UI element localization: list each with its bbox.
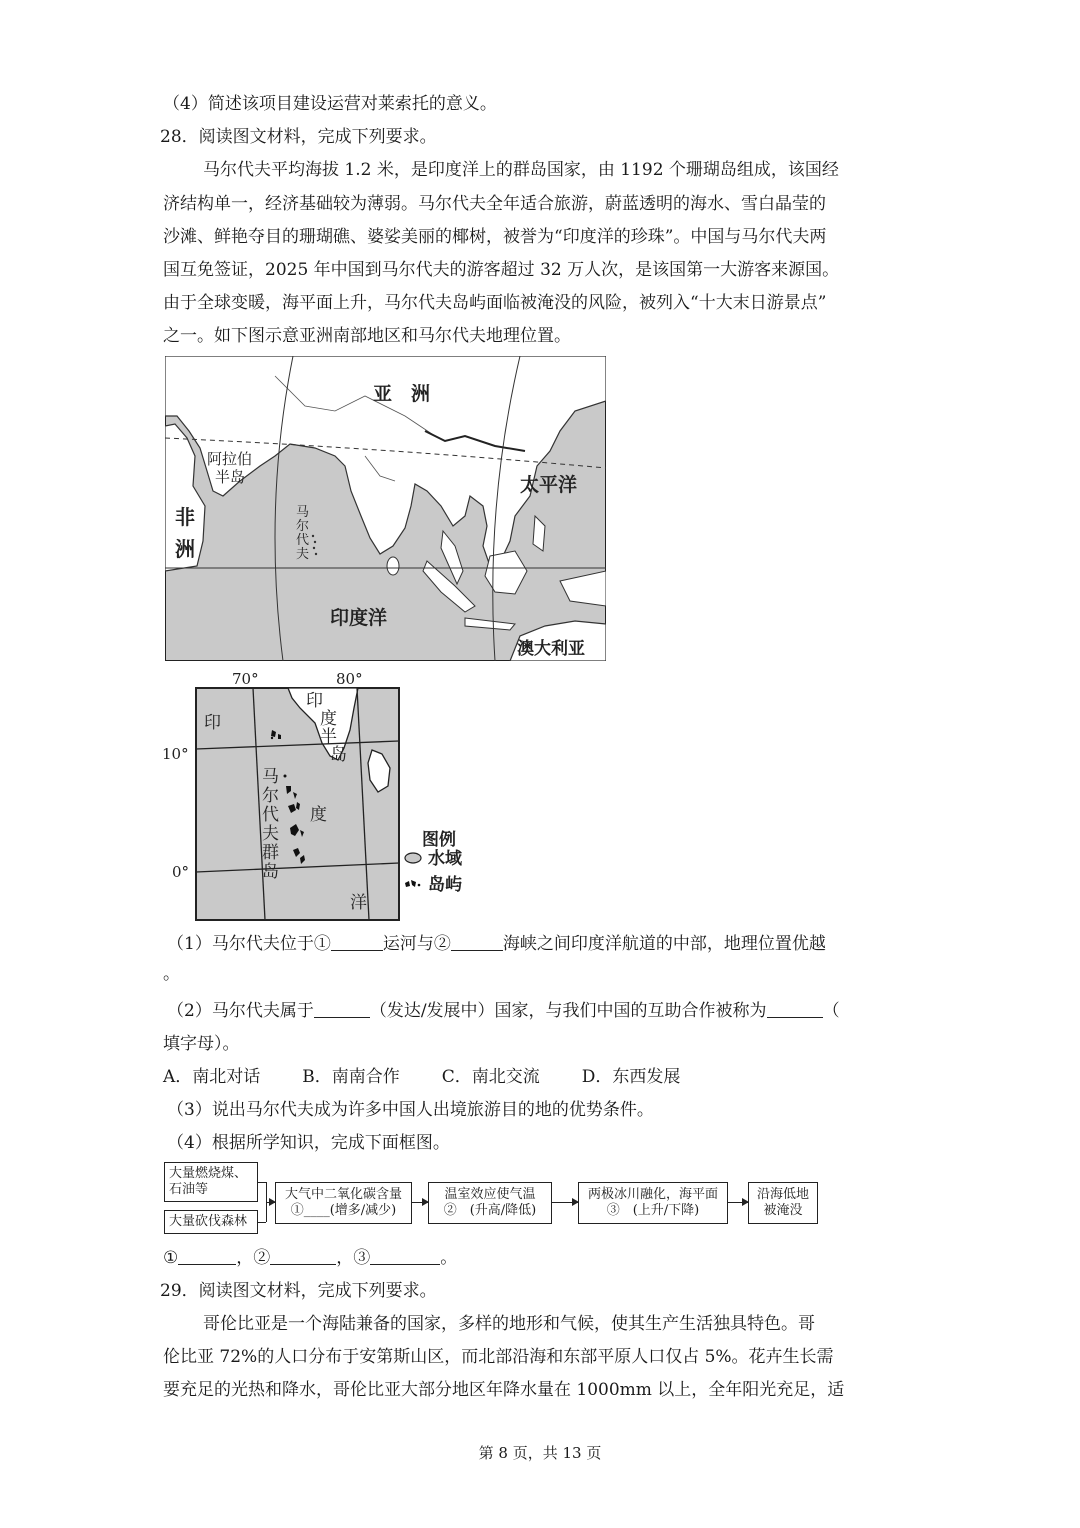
q29-para-line-3: 要充足的光热和降水，哥伦比亚大部分地区年降水量在 1000mm 以上，全年阳光充足，适: [163, 1380, 845, 1400]
flow-arrow-4: [728, 1202, 748, 1203]
flow-box-burning: 大量燃烧煤、 石油等: [164, 1162, 258, 1202]
flow-arrow-1: [266, 1202, 275, 1203]
legend-water-swatch: [405, 853, 421, 863]
legend-island-label: 岛屿: [428, 875, 462, 895]
flow-box-greenhouse: 温室效应使气温 ② (升高/降低): [428, 1182, 552, 1224]
blank-5[interactable]: [178, 1263, 236, 1265]
peninsula-label-2: 度: [320, 709, 337, 729]
q28-para-line-1: 马尔代夫平均海拔 1.2 米，是印度洋上的群岛国家，由 1192 个珊瑚岛组成，该国经: [203, 160, 839, 180]
yang-label: 洋: [350, 893, 367, 913]
q28-title: 28．阅读图文材料，完成下列要求。: [160, 127, 437, 147]
archipelago-label-6: 岛: [262, 862, 279, 882]
page-footer: 第 8 页，共 13 页: [478, 1444, 602, 1462]
blank-4[interactable]: [767, 1016, 823, 1018]
q28-sub1-end: 。: [163, 964, 180, 984]
flow-arrow-3: [552, 1202, 578, 1203]
lat-0-label: 0°: [172, 863, 190, 881]
archipelago-label-5: 群: [262, 843, 279, 863]
maldives-label-4: 夫: [296, 547, 310, 562]
q28-para-line-5: 由于全球变暖，海平面上升，马尔代夫岛屿面临被淹没的风险，被列入“十大末日游景点”: [163, 293, 827, 313]
arabia-label-2: 半岛: [215, 468, 246, 486]
sri-lanka: [387, 557, 399, 575]
flow-box-lowland: 沿海低地 被淹没: [748, 1182, 818, 1224]
lon-80-label: 80°: [336, 670, 363, 688]
q28-para-line-4: 国互免签证，2025 年中国到马尔代夫的游客超过 32 万人次，是该国第一大游客来源国。: [163, 260, 840, 280]
legend-water-label: 水域: [428, 849, 462, 869]
south-asia-map: [165, 356, 606, 661]
blank-2[interactable]: [451, 949, 503, 951]
lat-10-label: 10°: [162, 745, 189, 763]
flow-box-deforestation: 大量砍伐森林: [164, 1210, 258, 1234]
q28-sub2-end: 填字母）。: [163, 1034, 240, 1054]
maldives-label-1: 马: [296, 505, 310, 520]
flow-box-co2: 大气中二氧化碳含量 ①____(增多/减少): [275, 1182, 412, 1224]
asia-label: 亚 洲: [373, 383, 431, 405]
maldives-label-2: 尔: [296, 519, 310, 534]
du-label: 度: [310, 805, 327, 825]
blank-7[interactable]: [370, 1263, 440, 1265]
blank-3[interactable]: [314, 1016, 370, 1018]
q27-sub4: （4）简述该项目建设运营对莱索托的意义。: [163, 94, 497, 114]
q28-para-line-6: 之一。如下图示意亚洲南部地区和马尔代夫地理位置。: [163, 326, 571, 346]
africa-label-1: 非: [175, 505, 195, 529]
maldives-label-3: 代: [296, 533, 310, 548]
legend-title: 图例: [422, 830, 456, 850]
indian-ocean-label: 印度洋: [330, 607, 388, 629]
archipelago-label-2: 尔: [262, 786, 279, 806]
q29-para-line-2: 伦比亚 72%的人口分布于安第斯山区，而北部沿海和东部平原人口仅占 5%。花卉生长需: [163, 1347, 834, 1367]
peninsula-label-4: 岛: [330, 745, 347, 765]
flow-answers: ① ，② ，③ 。: [163, 1248, 458, 1268]
option-b[interactable]: B．南南合作: [302, 1067, 400, 1087]
q28-para-line-2: 济结构单一，经济基础较为薄弱。马尔代夫全年适合旅游，蔚蓝透明的海水、雪白晶莹的: [163, 194, 826, 214]
pacific-label: 太平洋: [520, 474, 578, 496]
archipelago-label-4: 夫: [262, 824, 279, 844]
peninsula-label-1: 印: [306, 691, 323, 711]
india-left-label: 印: [204, 713, 221, 733]
q28-sub4: （4）根据所学知识，完成下面框图。: [167, 1133, 450, 1153]
option-a[interactable]: A．南北对话: [163, 1067, 261, 1087]
q28-options: [163, 1069, 722, 1086]
blank-1[interactable]: [331, 949, 383, 951]
archipelago-label-3: 代: [262, 805, 279, 825]
q28-sub2: （2）马尔代夫属于 （发达/发展中）国家，与我们中国的互助合作被称为 （: [167, 1001, 840, 1021]
arabia-label-1: 阿拉伯: [207, 450, 253, 468]
archipelago-label-1: 马: [262, 767, 279, 787]
q28-para-line-3: 沙滩、鲜艳夺目的珊瑚礁、婆娑美丽的椰树，被誉为“印度洋的珍珠”。中国与马尔代夫两: [163, 227, 827, 247]
africa-label-2: 洲: [175, 537, 195, 561]
flow-box-glacier: 两极冰川融化，海平面 ③ (上升/下降): [578, 1182, 728, 1224]
australia-label: 澳大利亚: [517, 639, 585, 659]
q29-title: 29．阅读图文材料，完成下列要求。: [160, 1281, 437, 1301]
blank-6[interactable]: [270, 1263, 336, 1265]
option-c[interactable]: C．南北交流: [441, 1067, 540, 1087]
q29-para-line-1: 哥伦比亚是一个海陆兼备的国家，多样的地形和气候，使其生产生活独具特色。哥: [203, 1314, 815, 1334]
maldives-detail-map: [160, 668, 480, 924]
legend-island-swatch: [405, 880, 420, 887]
q28-sub1: （1）马尔代夫位于① 运河与② 海峡之间印度洋航道的中部，地理位置优越: [167, 934, 826, 954]
lon-70-label: 70°: [232, 670, 259, 688]
q28-sub3: （3）说出马尔代夫成为许多中国人出境旅游目的地的优势条件。: [167, 1100, 654, 1120]
option-d[interactable]: D．东西发展: [581, 1067, 681, 1087]
peninsula-label-3: 半: [320, 727, 337, 747]
flow-arrow-2: [412, 1202, 428, 1203]
